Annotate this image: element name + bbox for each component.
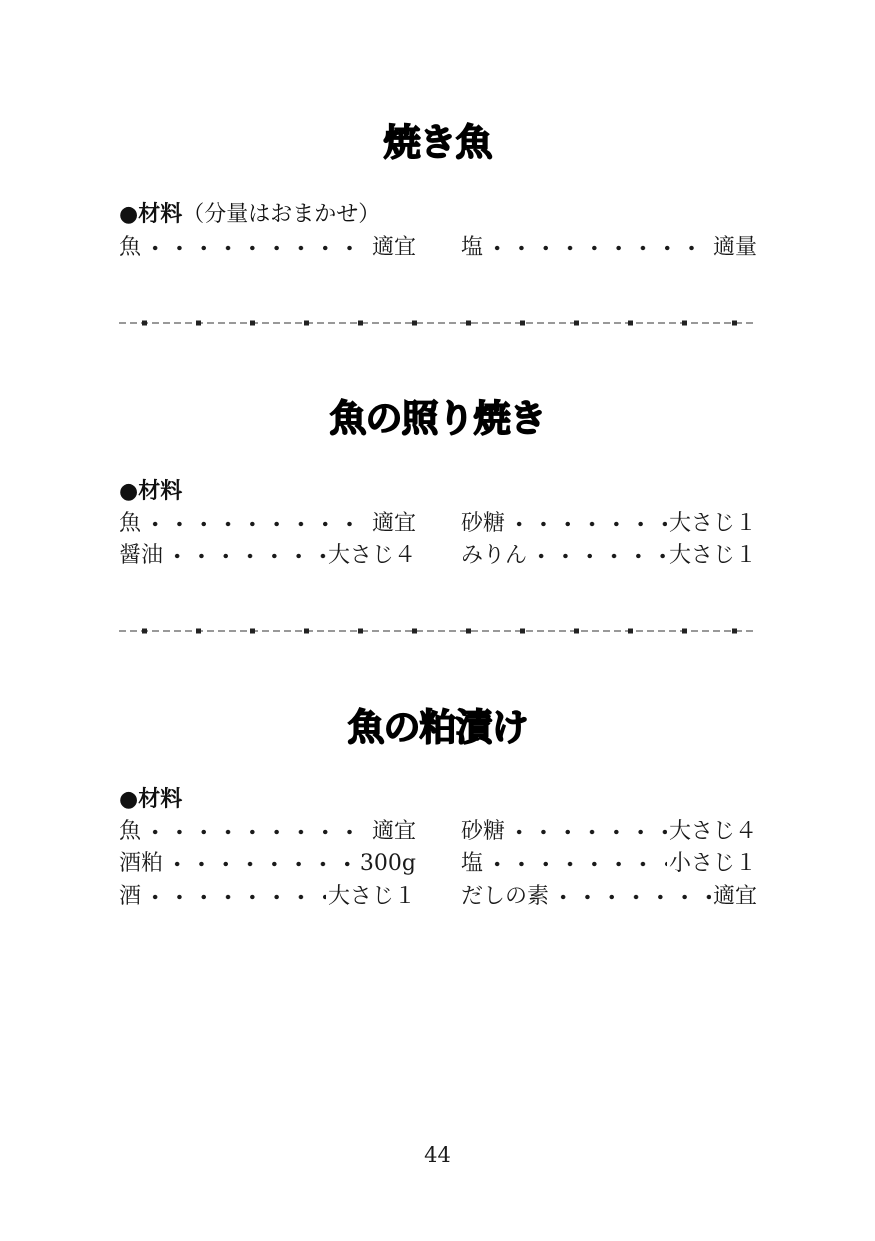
ingredient-amount: 小さじ１: [668, 851, 757, 876]
ingredient-name: 酒粕: [119, 851, 164, 876]
ingredient-name: みりん: [461, 543, 528, 568]
ingredients-label: ●材料: [119, 787, 183, 812]
ingredients-heading: [119, 786, 182, 814]
recipe-title-kasuzuke: 魚の粕漬け: [347, 706, 528, 749]
ingredient-item: [461, 542, 757, 570]
ingredient-item: [119, 850, 416, 878]
dot-leader: [551, 883, 711, 911]
ingredient-amount: 大さじ１: [668, 511, 757, 536]
recipe-title-yakizakana: 焼き魚: [383, 121, 492, 164]
ingredients-heading: [119, 201, 380, 229]
ingredient-name: 酒: [119, 884, 142, 909]
ingredient-item: [119, 542, 416, 570]
ingredient-amount: 300g: [359, 851, 416, 876]
ingredients-note: （分量はおまかせ）: [182, 202, 381, 227]
ingredients-heading: [119, 478, 182, 506]
ingredient-item: [119, 883, 416, 911]
ingredient-amount: 大さじ４: [668, 819, 757, 844]
ingredient-item: [461, 883, 757, 911]
ingredient-name: 砂糖: [461, 819, 506, 844]
dot-leader: [143, 883, 326, 911]
dot-leader: [485, 234, 711, 262]
dot-leader: [143, 234, 370, 262]
ingredient-amount: 適宜: [371, 819, 416, 844]
page-number: 44: [424, 1143, 451, 1167]
ingredient-item: [461, 818, 757, 846]
ingredient-name: 醤油: [119, 543, 164, 568]
dot-leader: [507, 818, 667, 846]
ingredient-name: だしの素: [461, 884, 550, 909]
dot-leader: [165, 542, 326, 570]
ingredient-name: 魚: [119, 235, 142, 260]
ingredient-name: 塩: [461, 851, 484, 876]
ingredient-item: [461, 510, 757, 538]
ingredient-amount: 大さじ１: [327, 884, 416, 909]
ingredient-amount: 大さじ４: [327, 543, 416, 568]
section-divider: [119, 627, 757, 635]
dot-leader: [529, 542, 667, 570]
ingredient-name: 塩: [461, 235, 484, 260]
section-divider: [119, 319, 757, 327]
dot-leader: [485, 850, 667, 878]
ingredient-item: [461, 850, 757, 878]
ingredients-label: ●材料: [119, 202, 183, 227]
ingredient-amount: 適宜: [371, 511, 416, 536]
ingredient-amount: 適量: [712, 235, 757, 260]
ingredient-name: 砂糖: [461, 511, 506, 536]
dot-leader: [165, 850, 358, 878]
ingredient-name: 魚: [119, 819, 142, 844]
dot-leader: [143, 818, 370, 846]
ingredient-name: 魚: [119, 511, 142, 536]
ingredient-item: [461, 234, 757, 262]
ingredient-item: [119, 818, 416, 846]
ingredient-amount: 大さじ１: [668, 543, 757, 568]
recipe-title-teriyaki: 魚の照り焼き: [329, 397, 546, 440]
ingredients-label: ●材料: [119, 479, 183, 504]
dot-leader: [507, 510, 667, 538]
ingredient-item: [119, 234, 416, 262]
dot-leader: [143, 510, 370, 538]
ingredient-item: [119, 510, 416, 538]
ingredient-amount: 適宜: [371, 235, 416, 260]
ingredient-amount: 適宜: [712, 884, 757, 909]
